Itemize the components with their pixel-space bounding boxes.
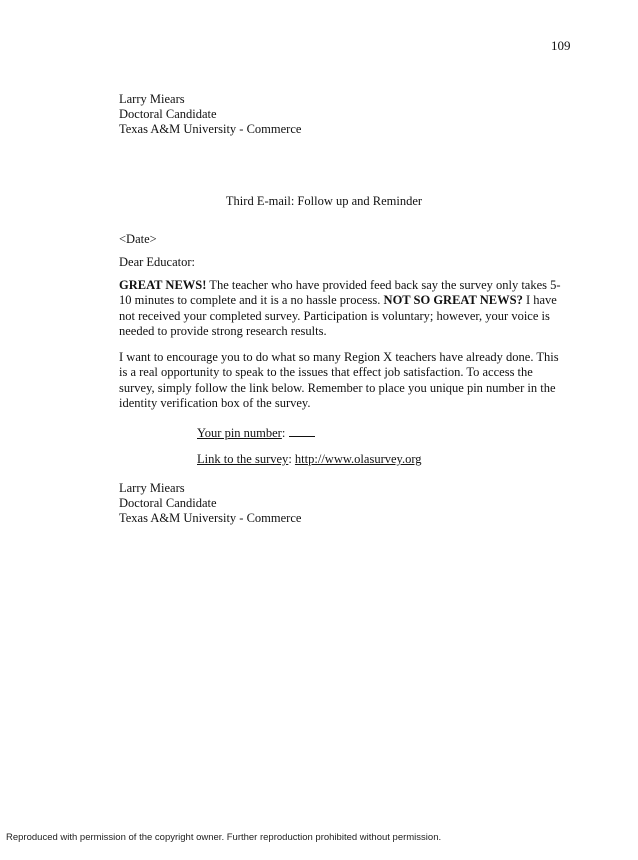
sender-name: Larry Miears: [119, 92, 185, 106]
copyright-footer: Reproduced with permission of the copyright owner. Further reproduction prohibited without permission.: [6, 832, 442, 843]
salutation: Dear Educator:: [119, 255, 196, 269]
sender-block: [119, 92, 301, 137]
sender-title: Doctoral Candidate: [119, 107, 217, 121]
paragraph-1-text-a: The teacher who have provided feed back say the survey only takes 5-10 minutes to complete and it is a no hassle process.: [119, 278, 561, 308]
great-news-lead: GREAT NEWS!: [119, 278, 207, 292]
letter-heading: Third E-mail: Follow up and Reminder: [225, 194, 423, 208]
signature-title: Doctoral Candidate: [119, 496, 217, 510]
not-so-great-news: NOT SO GREAT NEWS?: [383, 293, 523, 308]
paragraph-1: [119, 278, 565, 339]
survey-link[interactable]: http://www.olasurvey.org: [294, 452, 422, 466]
pin-label: Your pin number: [197, 426, 282, 440]
link-colon: :: [288, 452, 292, 466]
link-line: [197, 452, 422, 467]
paragraph-1-text-b: I have not received your completed survey. Participation is voluntary; however, your voice is needed to provide strong research results.: [119, 293, 557, 338]
signature-name: Larry Miears: [119, 481, 185, 495]
pin-colon: :: [281, 426, 286, 440]
link-label: Link to the survey: [197, 452, 289, 466]
date-placeholder: <Date>: [119, 232, 157, 246]
sender-institution: Texas A&M University - Commerce: [119, 122, 302, 136]
signature-block: [119, 481, 301, 526]
page-number: 109: [551, 38, 571, 53]
pin-line: [197, 426, 315, 441]
pin-blank[interactable]: [289, 426, 315, 437]
signature-institution: Texas A&M University - Commerce: [119, 511, 302, 525]
paragraph-2: I want to encourage you to do what so many Region X teachers have already done. This is a real opportunity to speak to the issues that effect job satisfaction. To access the survey, simply follow the link below. Remember to place you unique pin number in the identity verification box of the survey.: [119, 350, 559, 410]
